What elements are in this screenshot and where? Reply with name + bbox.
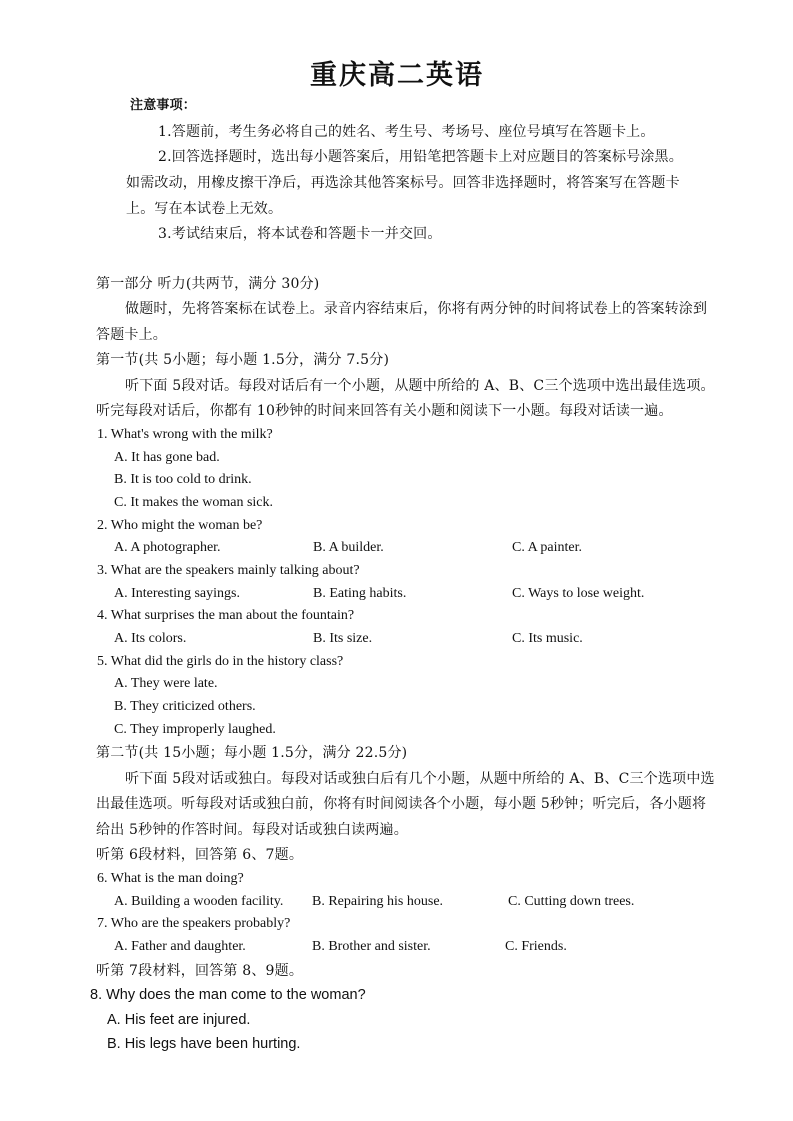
question-4-option-b: B. Its size. [313,631,373,646]
question-4-stem: 4. What surprises the man about the fountain? [97,608,355,623]
notice-item-2-line-2: 如需改动，用橡皮擦干净后，再选涂其他答案标号。回答非选择题时，将答案写在答题卡 [126,175,680,191]
notice-item-3: 3.考试结束后，将本试卷和答题卡一并交回。 [158,226,442,242]
question-8-option-b: B. His legs have been hurting. [107,1036,301,1052]
question-3-option-b: B. Eating habits. [313,586,407,601]
notice-item-2-line-3: 上。写在本试卷上无效。 [126,201,283,217]
question-8-stem: 8. Why does the man come to the woman? [90,987,366,1003]
question-6-option-a: A. Building a wooden facility. [114,894,284,909]
part1-heading: 第一部分 听力(共两节，满分 30分) [96,276,320,292]
question-2-option-b: B. A builder. [313,540,384,555]
notice-heading: 注意事项： [130,98,197,113]
section1-instruction-line-2: 听完每段对话后，你都有 10秒钟的时间来回答有关小题和阅读下一小题。每段对话读一遍。 [96,403,673,419]
notice-item-2-line-1: 2.回答选择题时，选出每小题答案后，用铅笔把答题卡上对应题目的答案标号涂黑。 [158,149,683,165]
section2-heading: 第二节(共 15小题；每小题 1.5分，满分 22.5分) [96,745,408,761]
notice-item-1: 1.答题前，考生务必将自己的姓名、考生号、考场号、座位号填写在答题卡上。 [158,124,655,140]
material-7-heading: 听第 7段材料，回答第 8、9题。 [96,963,304,979]
question-2-option-a: A. A photographer. [114,540,221,555]
question-7-option-c: C. Friends. [505,939,567,954]
question-2-option-c: C. A painter. [512,540,582,555]
question-4-option-a: A. Its colors. [114,631,187,646]
question-7-stem: 7. Who are the speakers probably? [97,916,291,931]
part1-intro-line-2: 答题卡上。 [96,327,167,343]
section2-instruction-line-2: 出最佳选项。听每段对话或独白前，你将有时间阅读各个小题，每小题 5秒钟；听完后，各小题将 [96,796,707,812]
question-5-option-b: B. They criticized others. [114,699,256,714]
material-6-heading: 听第 6段材料，回答第 6、7题。 [96,847,304,863]
question-6-stem: 6. What is the man doing? [97,871,244,886]
question-6-option-c: C. Cutting down trees. [508,894,635,909]
question-8-option-a: A. His feet are injured. [107,1012,251,1028]
question-3-option-c: C. Ways to lose weight. [512,586,645,601]
section2-instruction-line-3: 给出 5秒钟的作答时间。每段对话或独白读两遍。 [96,822,408,838]
question-7-option-b: B. Brother and sister. [312,939,431,954]
question-6-option-b: B. Repairing his house. [312,894,444,909]
section1-instruction-line-1: 听下面 5段对话。每段对话后有一个小题，从题中所给的 A、B、C三个选项中选出最佳选项。 [125,378,715,394]
question-1-option-b: B. It is too cold to drink. [114,472,252,487]
page-title: 重庆高二英语 [310,60,484,91]
question-1-option-c: C. It makes the woman sick. [114,495,274,510]
question-7-option-a: A. Father and daughter. [114,939,246,954]
question-4-option-c: C. Its music. [512,631,583,646]
question-3-stem: 3. What are the speakers mainly talking about? [97,563,360,578]
question-5-option-c: C. They improperly laughed. [114,722,276,737]
question-2-stem: 2. Who might the woman be? [97,518,263,533]
section1-heading: 第一节(共 5小题；每小题 1.5分，满分 7.5分) [96,352,390,368]
question-5-option-a: A. They were late. [114,676,218,691]
section2-instruction-line-1: 听下面 5段对话或独白。每段对话或独白后有几个小题，从题中所给的 A、B、C三个选项中选 [125,771,715,787]
question-5-stem: 5. What did the girls do in the history class? [97,654,344,669]
question-1-option-a: A. It has gone bad. [114,450,220,465]
question-1-stem: 1. What's wrong with the milk? [97,427,273,442]
question-3-option-a: A. Interesting sayings. [114,586,240,601]
part1-intro-line-1: 做题时，先将答案标在试卷上。录音内容结束后，你将有两分钟的时间将试卷上的答案转涂到 [125,301,708,317]
